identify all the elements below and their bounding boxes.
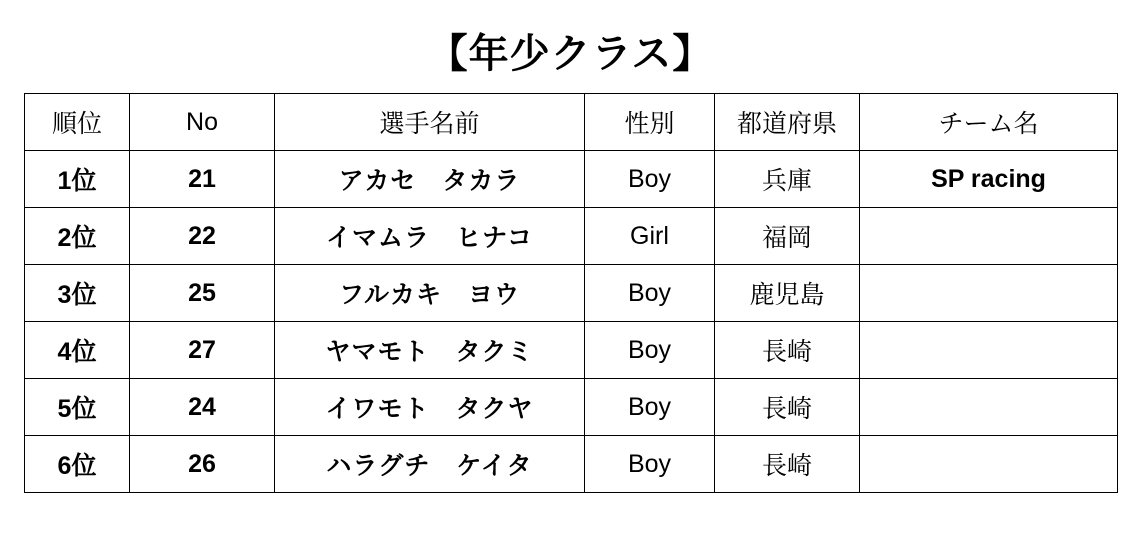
cell-prefecture: 長崎 (715, 379, 860, 436)
cell-no: 27 (130, 322, 275, 379)
cell-name: アカセ タカラ (275, 151, 585, 208)
column-header-gender: 性別 (585, 94, 715, 151)
column-header-name: 選手名前 (275, 94, 585, 151)
cell-team (860, 379, 1118, 436)
cell-gender: Boy (585, 322, 715, 379)
cell-name: ヤマモト タクミ (275, 322, 585, 379)
cell-no: 22 (130, 208, 275, 265)
cell-rank: 2位 (25, 208, 130, 265)
cell-team (860, 208, 1118, 265)
table-row (25, 436, 1118, 493)
cell-gender: Boy (585, 151, 715, 208)
cell-rank: 4位 (25, 322, 130, 379)
cell-team (860, 436, 1118, 493)
cell-rank: 1位 (25, 151, 130, 208)
cell-prefecture: 長崎 (715, 322, 860, 379)
cell-rank: 3位 (25, 265, 130, 322)
table-row (25, 265, 1118, 322)
cell-no: 24 (130, 379, 275, 436)
cell-prefecture: 鹿児島 (715, 265, 860, 322)
cell-gender: Boy (585, 436, 715, 493)
cell-team (860, 265, 1118, 322)
cell-gender: Boy (585, 379, 715, 436)
column-header-no: No (130, 94, 275, 151)
table-row (25, 208, 1118, 265)
table-row (25, 151, 1118, 208)
results-table-container (0, 93, 1141, 493)
column-header-team: チーム名 (860, 94, 1118, 151)
cell-name: イマムラ ヒナコ (275, 208, 585, 265)
column-header-rank: 順位 (25, 94, 130, 151)
page-title: 【年少クラス】 (427, 32, 714, 76)
cell-no: 21 (130, 151, 275, 208)
cell-name: イワモト タクヤ (275, 379, 585, 436)
cell-prefecture: 兵庫 (715, 151, 860, 208)
cell-gender: Girl (585, 208, 715, 265)
column-header-prefecture: 都道府県 (715, 94, 860, 151)
cell-name: フルカキ ヨウ (275, 265, 585, 322)
cell-prefecture: 長崎 (715, 436, 860, 493)
table-row (25, 322, 1118, 379)
table-header (25, 94, 1118, 151)
cell-name: ハラグチ ケイタ (275, 436, 585, 493)
cell-rank: 5位 (25, 379, 130, 436)
results-table (24, 93, 1118, 493)
cell-team (860, 322, 1118, 379)
cell-prefecture: 福岡 (715, 208, 860, 265)
cell-team: SP racing (860, 151, 1118, 208)
table-row (25, 379, 1118, 436)
cell-rank: 6位 (25, 436, 130, 493)
table-body (25, 151, 1118, 493)
cell-gender: Boy (585, 265, 715, 322)
cell-no: 25 (130, 265, 275, 322)
table-header-row (25, 94, 1118, 151)
cell-no: 26 (130, 436, 275, 493)
